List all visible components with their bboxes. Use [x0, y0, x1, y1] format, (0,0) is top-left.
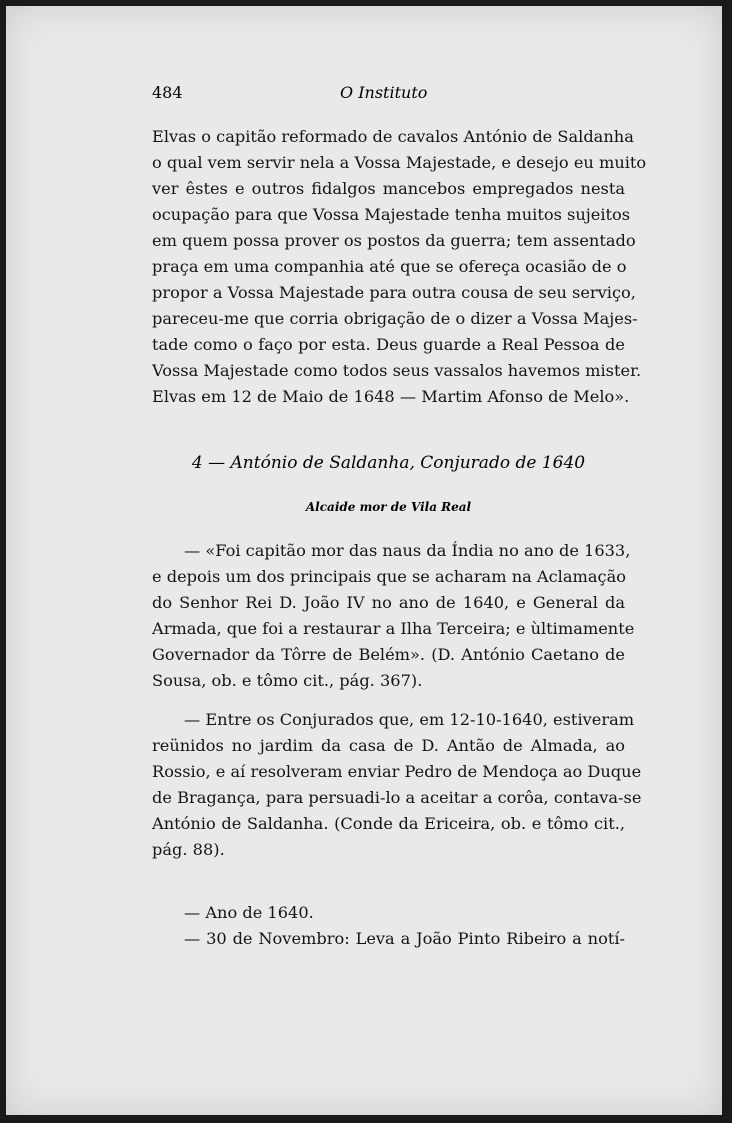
page-header	[152, 83, 625, 107]
text-line: pareceu-me que corria obrigação de o dizer a Vossa Majes-	[152, 309, 638, 328]
section-subtitle: Alcaide mor de Vila Real	[305, 500, 472, 514]
text-line: tade como o faço por esta. Deus guarde a Real Pessoa de	[152, 335, 625, 354]
text-line: de Bragança, para persuadi-lo a aceitar a corôa, contava-se	[152, 788, 642, 807]
text-line: Governador da Tôrre de Belém». (D. António Caetano de	[152, 645, 625, 664]
text-line: — Ano de 1640.	[184, 903, 314, 922]
text-line: o qual vem servir nela a Vossa Majestade, e desejo eu muito	[152, 153, 647, 172]
running-title: O Instituto	[340, 83, 428, 102]
text-line: pág. 88).	[152, 840, 225, 859]
text-line: António de Saldanha. (Conde da Ericeira, ob. e tômo cit.,	[152, 814, 625, 833]
text-line: propor a Vossa Majestade para outra cousa de seu serviço,	[152, 283, 636, 302]
text-line: — «Foi capitão mor das naus da Índia no ano de 1633,	[184, 541, 631, 560]
text-line: Sousa, ob. e tômo cit., pág. 367).	[152, 671, 423, 690]
text-line: reünidos no jardim da casa de D. Antão de Almada, ao	[152, 736, 625, 755]
text-line: em quem possa prover os postos da guerra; tem assentado	[152, 231, 636, 250]
text-line: — Entre os Conjurados que, em 12-10-1640, estiveram	[184, 710, 635, 729]
text-line: praça em uma companhia até que se ofereça ocasião de o	[152, 257, 627, 276]
text-line: — 30 de Novembro: Leva a João Pinto Ribeiro a notí-	[184, 929, 625, 948]
text-line: ocupação para que Vossa Majestade tenha muitos sujeitos	[152, 205, 631, 224]
text-line: do Senhor Rei D. João IV no ano de 1640, e General da	[152, 593, 625, 612]
text-line: Armada, que foi a restaurar a Ilha Terceira; e ùltimamente	[152, 619, 635, 638]
paragraph-letter-end	[152, 124, 647, 410]
text-line: ver êstes e outros fidalgos mancebos empregados nesta	[152, 179, 625, 198]
paragraph-chronology	[152, 900, 625, 952]
paragraph-conjurados	[152, 707, 642, 863]
text-line: Elvas o capitão reformado de cavalos António de Saldanha	[152, 127, 634, 146]
text-line: Rossio, e aí resolveram enviar Pedro de Mendoça ao Duque	[152, 762, 642, 781]
paragraph-quote	[152, 538, 635, 694]
text-line: Elvas em 12 de Maio de 1648 — Martim Afonso de Melo».	[152, 387, 630, 406]
text-line: e depois um dos principais que se acharam na Aclamação	[152, 567, 626, 586]
section-title: 4 — António de Saldanha, Conjurado de 1640	[191, 453, 586, 473]
page-number: 484	[152, 83, 183, 102]
text-line: Vossa Majestade como todos seus vassalos havemos mister.	[152, 361, 642, 380]
